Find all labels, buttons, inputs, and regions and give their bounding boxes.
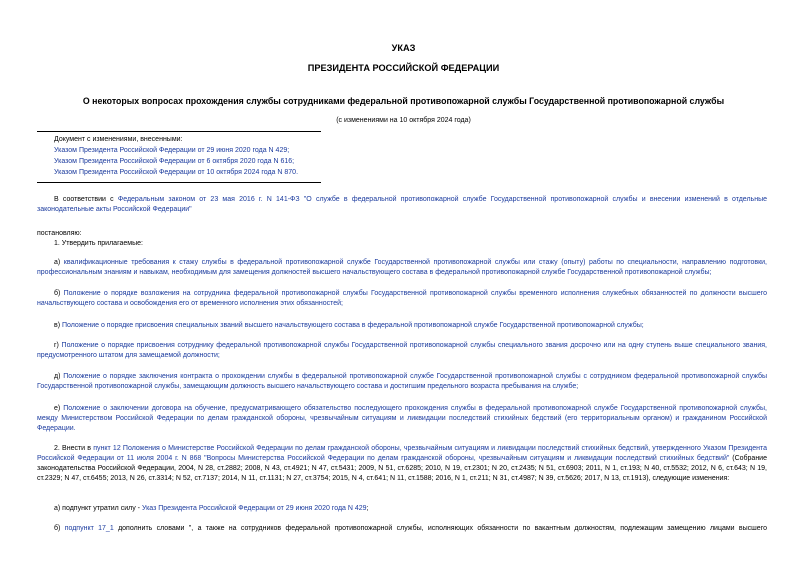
subpoint-17-1-link[interactable]: подпункт 17_1 bbox=[64, 525, 114, 532]
point-2-rest: (Собрание законодательства Российской Федерации, 2004, N 28, ст.2882; 2008, N 43, ст.4921; N 47, ст.5431; 2009, N 51, ст.6285; 2010, N 19, ст.2301; N 20, ст.2435; N 51, ст.6903; 2011, N 1, ст.193; N 40, ст.5532; 2012, N 6, ст.643; N 19, ст.2329; N 47, ст.6455; 2013, N 26, ст.3314; N 52, ст.7137; 2014, N 11, ст.1131; N 27, ст.3754; 2015, N 4, ст.641; N 11, ст.1588; 2016, N 1, ст.211; N 31, ст.4987; N 39, ст.5626; 2017, N 13, ст.1913), следующие изменения: bbox=[37, 455, 767, 482]
sub-a-paragraph bbox=[37, 504, 767, 514]
changes-link-1[interactable]: Указом Президента Российской Федерации от 29 июня 2020 года N 429; bbox=[54, 147, 290, 154]
item-label: в) bbox=[54, 322, 62, 329]
item-label: д) bbox=[54, 373, 64, 380]
changes-link-3[interactable]: Указом Президента Российской Федерации от 10 октября 2024 года N 870. bbox=[54, 169, 299, 176]
preamble-text: В соответствии с bbox=[54, 196, 118, 203]
item-b-link[interactable]: Положение о порядке возложения на сотрудника федеральной противопожарной службы Государственной противопожарной службы временного исполнения служебных обязанностей по должности высшего начальствующего состава и освобождения его от временного исполнения этих обязанностей; bbox=[37, 290, 767, 307]
item-label: б) bbox=[54, 290, 64, 297]
list-item bbox=[37, 321, 767, 331]
list-item bbox=[37, 258, 767, 278]
item-g-link[interactable]: Положение о порядке присвоения сотруднику федеральной противопожарной службы Государственной противопожарной службы специального звания досрочно или на одну ступень выше специального звания, предусмотренного штатом для замещаемой должности; bbox=[37, 342, 767, 359]
list-item bbox=[37, 404, 767, 434]
sub-b-label: б) bbox=[54, 525, 65, 532]
changes-top-rule bbox=[37, 131, 321, 132]
sub-a-text: а) подпункт утратил силу - bbox=[54, 505, 142, 512]
federal-law-link[interactable]: Федеральным законом от 23 мая 2016 г. N 141-ФЗ "О службе в федеральной противопожарной службе Государственной противопожарной службы и внесении изменений в отдельные законодательные акты Российской Федерации" bbox=[37, 196, 767, 213]
sub-b-text: дополнить словами ", а также на сотрудников федеральной противопожарной службы, исполняющих обязанности по вакантным должностям, подлежащим замещению лицами высшего bbox=[113, 525, 767, 532]
list-item bbox=[37, 289, 767, 309]
edition-note: (с изменениями на 10 октября 2024 года) bbox=[336, 117, 471, 124]
item-v-link[interactable]: Положение о порядке присвоения специальных званий высшего начальствующего состава в федеральной противопожарной службе Государственной противопожарной службы; bbox=[62, 322, 644, 329]
issuer-title: ПРЕЗИДЕНТА РОССИЙСКОЙ ФЕДЕРАЦИИ bbox=[307, 63, 500, 73]
item-e-link[interactable]: Положение о заключении договора на обучение, предусматривающего обязательство последующего прохождения службы в федеральной противопожарной службе Государственной противопожарной службы, между Министерством Российской Федерации по делам гражданской обороны, чрезвычайным ситуациям и ликвидации последствий стихийных бедствий (его территориальным органом) и гражданином Российской Федерации. bbox=[37, 405, 768, 432]
regulation-link[interactable]: пункт 12 Положения о Министерстве Российской Федерации по делам гражданской обороны, чрезвычайным ситуациям и ликвидации последствий стихийных бедствий, утвержденного Указом Президента Российской Федерации от 11 июля 2004 г. N 868 "Вопросы Министерства Российской Федерации по делам гражданской обороны, чрезвычайным ситуациям и ликвидации последствий стихийных бедствий" bbox=[37, 445, 767, 462]
point-2-paragraph bbox=[37, 444, 767, 484]
changes-bottom-rule bbox=[37, 182, 321, 183]
point-1-heading: 1. Утвердить прилагаемые: bbox=[54, 240, 143, 247]
sub-b-paragraph bbox=[37, 524, 767, 534]
item-d-link[interactable]: Положение о порядке заключения контракта о прохождении службы в федеральной противопожарной службе Государственной противопожарной службы с сотрудником федеральной противопожарной службы Государственной противопожарной службы, замещающим должность высшего начальствующего состава и достигшим предельного возраста пребывания на службе; bbox=[37, 373, 767, 390]
point-2-text: 2. Внести в bbox=[54, 445, 94, 452]
item-label: а) bbox=[54, 259, 64, 266]
list-item bbox=[37, 341, 767, 361]
doc-type-title: УКАЗ bbox=[391, 43, 416, 53]
preamble-paragraph bbox=[37, 195, 767, 215]
decree-429-link[interactable]: Указ Президента Российской Федерации от 29 июня 2020 года N 429 bbox=[141, 505, 367, 512]
list-item bbox=[37, 372, 767, 392]
changes-link-2[interactable]: Указом Президента Российской Федерации от 6 октября 2020 года N 616; bbox=[54, 158, 295, 165]
sub-a-end: ; bbox=[366, 505, 369, 512]
decree-word: постановляю: bbox=[37, 230, 82, 237]
item-a-link[interactable]: квалификационные требования к стажу службы в федеральной противопожарной службе Государственной противопожарной службы или стажу (опыту) работы по специальности, направлению подготовки, профессиональным знаниям и навыкам, необходимым для замещения должностей высшего начальствующего состава в федеральной противопожарной службе Государственной противопожарной службы; bbox=[37, 259, 768, 276]
changes-caption: Документ с изменениями, внесенными: bbox=[54, 136, 183, 143]
document-subject: О некоторых вопросах прохождения службы сотрудниками федеральной противопожарной службы Государственной противопожарной службы bbox=[82, 96, 725, 106]
item-label: г) bbox=[54, 342, 62, 349]
item-label: е) bbox=[54, 405, 64, 412]
